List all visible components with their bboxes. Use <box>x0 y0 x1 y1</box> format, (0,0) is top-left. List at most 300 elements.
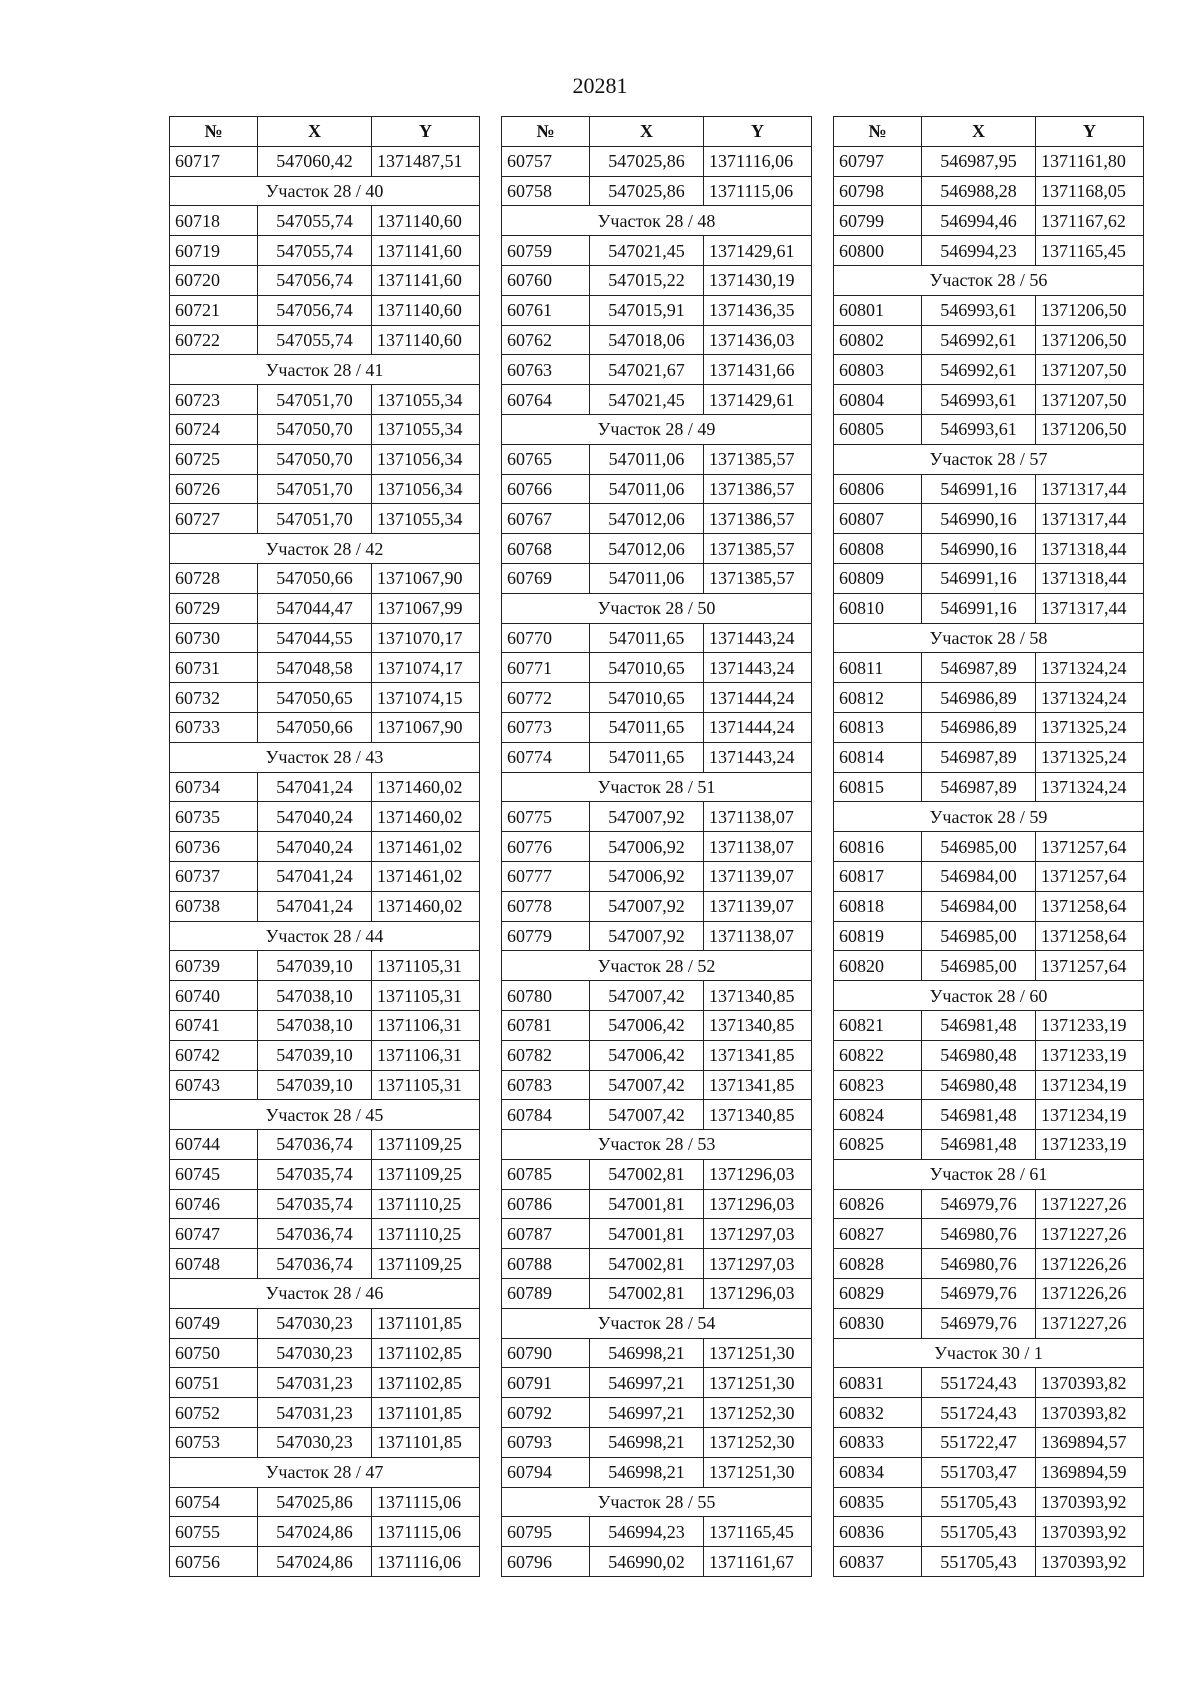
table-row <box>834 534 1144 564</box>
section-row <box>502 1130 812 1160</box>
y-coordinate: 1369894,59 <box>1036 1457 1144 1487</box>
x-coordinate: 547056,74 <box>258 295 372 325</box>
x-coordinate: 547012,06 <box>590 534 704 564</box>
header-number: № <box>502 117 590 147</box>
point-number: 60774 <box>502 742 590 772</box>
section-row <box>170 1457 480 1487</box>
y-coordinate: 1371140,60 <box>372 325 480 355</box>
y-coordinate: 1371067,90 <box>372 712 480 742</box>
x-coordinate: 546979,76 <box>922 1279 1036 1309</box>
x-coordinate: 546994,23 <box>922 236 1036 266</box>
x-coordinate: 547007,92 <box>590 802 704 832</box>
point-number: 60773 <box>502 712 590 742</box>
x-coordinate: 546984,00 <box>922 861 1036 891</box>
y-coordinate: 1371430,19 <box>704 265 812 295</box>
x-coordinate: 547021,45 <box>590 385 704 415</box>
section-row <box>834 981 1144 1011</box>
point-number: 60832 <box>834 1398 922 1428</box>
section-label: Участок 28 / 40 <box>170 176 480 206</box>
y-coordinate: 1371206,50 <box>1036 325 1144 355</box>
x-coordinate: 547007,42 <box>590 1070 704 1100</box>
y-coordinate: 1370393,92 <box>1036 1547 1144 1577</box>
y-coordinate: 1371444,24 <box>704 712 812 742</box>
x-coordinate: 547006,92 <box>590 861 704 891</box>
section-label: Участок 28 / 48 <box>502 206 812 236</box>
x-coordinate: 547036,74 <box>258 1219 372 1249</box>
x-coordinate: 547006,92 <box>590 832 704 862</box>
y-coordinate: 1371165,45 <box>1036 236 1144 266</box>
y-coordinate: 1371341,85 <box>704 1070 812 1100</box>
point-number: 60817 <box>834 861 922 891</box>
table-row <box>502 325 812 355</box>
table-row <box>834 504 1144 534</box>
x-coordinate: 551724,43 <box>922 1368 1036 1398</box>
section-label: Участок 28 / 41 <box>170 355 480 385</box>
point-number: 60731 <box>170 653 258 683</box>
table-row <box>170 981 480 1011</box>
y-coordinate: 1371141,60 <box>372 236 480 266</box>
table-row <box>170 414 480 444</box>
x-coordinate: 547041,24 <box>258 772 372 802</box>
table-row <box>170 1189 480 1219</box>
point-number: 60742 <box>170 1040 258 1070</box>
x-coordinate: 547038,10 <box>258 981 372 1011</box>
y-coordinate: 1371115,06 <box>372 1517 480 1547</box>
y-coordinate: 1371460,02 <box>372 772 480 802</box>
point-number: 60724 <box>170 414 258 444</box>
x-coordinate: 551724,43 <box>922 1398 1036 1428</box>
x-coordinate: 547021,45 <box>590 236 704 266</box>
point-number: 60808 <box>834 534 922 564</box>
table-row <box>170 385 480 415</box>
point-number: 60752 <box>170 1398 258 1428</box>
x-coordinate: 547007,92 <box>590 921 704 951</box>
x-coordinate: 546998,21 <box>590 1338 704 1368</box>
y-coordinate: 1371257,64 <box>1036 951 1144 981</box>
x-coordinate: 547036,74 <box>258 1249 372 1279</box>
x-coordinate: 547051,70 <box>258 385 372 415</box>
point-number: 60813 <box>834 712 922 742</box>
y-coordinate: 1371325,24 <box>1036 742 1144 772</box>
y-coordinate: 1371443,24 <box>704 653 812 683</box>
point-number: 60721 <box>170 295 258 325</box>
y-coordinate: 1371106,31 <box>372 1010 480 1040</box>
y-coordinate: 1371141,60 <box>372 265 480 295</box>
y-coordinate: 1371385,57 <box>704 534 812 564</box>
point-number: 60831 <box>834 1368 922 1398</box>
y-coordinate: 1371227,26 <box>1036 1219 1144 1249</box>
y-coordinate: 1371139,07 <box>704 891 812 921</box>
point-number: 60781 <box>502 1010 590 1040</box>
point-number: 60726 <box>170 474 258 504</box>
point-number: 60765 <box>502 444 590 474</box>
table-row <box>834 295 1144 325</box>
y-coordinate: 1371109,25 <box>372 1130 480 1160</box>
table-row <box>834 772 1144 802</box>
table-row <box>170 623 480 653</box>
y-coordinate: 1371429,61 <box>704 385 812 415</box>
section-row <box>170 921 480 951</box>
x-coordinate: 547039,10 <box>258 951 372 981</box>
table-row <box>834 1189 1144 1219</box>
table-row <box>170 1338 480 1368</box>
table-row <box>502 236 812 266</box>
point-number: 60790 <box>502 1338 590 1368</box>
table-row <box>834 653 1144 683</box>
y-coordinate: 1371258,64 <box>1036 921 1144 951</box>
point-number: 60819 <box>834 921 922 951</box>
table-row <box>502 742 812 772</box>
x-coordinate: 546985,00 <box>922 832 1036 862</box>
x-coordinate: 551705,43 <box>922 1517 1036 1547</box>
y-coordinate: 1371429,61 <box>704 236 812 266</box>
point-number: 60805 <box>834 414 922 444</box>
y-coordinate: 1371317,44 <box>1036 474 1144 504</box>
point-number: 60804 <box>834 385 922 415</box>
table-row <box>834 832 1144 862</box>
y-coordinate: 1371055,34 <box>372 385 480 415</box>
y-coordinate: 1371461,02 <box>372 861 480 891</box>
point-number: 60795 <box>502 1517 590 1547</box>
x-coordinate: 546987,89 <box>922 742 1036 772</box>
x-coordinate: 546997,21 <box>590 1368 704 1398</box>
point-number: 60719 <box>170 236 258 266</box>
x-coordinate: 547007,92 <box>590 891 704 921</box>
point-number: 60729 <box>170 593 258 623</box>
point-number: 60753 <box>170 1428 258 1458</box>
header-y: Y <box>704 117 812 147</box>
x-coordinate: 546991,16 <box>922 563 1036 593</box>
table-row <box>502 1398 812 1428</box>
table-row <box>170 1428 480 1458</box>
point-number: 60827 <box>834 1219 922 1249</box>
table-row <box>170 325 480 355</box>
x-coordinate: 547055,74 <box>258 325 372 355</box>
point-number: 60828 <box>834 1249 922 1279</box>
point-number: 60723 <box>170 385 258 415</box>
x-coordinate: 547010,65 <box>590 683 704 713</box>
table-header-row <box>834 117 1144 147</box>
point-number: 60758 <box>502 176 590 206</box>
point-number: 60792 <box>502 1398 590 1428</box>
x-coordinate: 547050,70 <box>258 444 372 474</box>
x-coordinate: 546985,00 <box>922 951 1036 981</box>
coordinates-table-3 <box>833 116 1144 1577</box>
y-coordinate: 1371165,45 <box>704 1517 812 1547</box>
y-coordinate: 1371139,07 <box>704 861 812 891</box>
y-coordinate: 1371105,31 <box>372 981 480 1011</box>
section-row <box>834 265 1144 295</box>
x-coordinate: 547030,23 <box>258 1428 372 1458</box>
y-coordinate: 1371101,85 <box>372 1308 480 1338</box>
table-row <box>502 1338 812 1368</box>
x-coordinate: 547050,66 <box>258 563 372 593</box>
point-number: 60778 <box>502 891 590 921</box>
header-x: X <box>258 117 372 147</box>
y-coordinate: 1371055,34 <box>372 414 480 444</box>
point-number: 60734 <box>170 772 258 802</box>
x-coordinate: 547011,06 <box>590 563 704 593</box>
x-coordinate: 546981,48 <box>922 1130 1036 1160</box>
section-row <box>170 355 480 385</box>
y-coordinate: 1370393,92 <box>1036 1517 1144 1547</box>
table-row <box>170 1070 480 1100</box>
x-coordinate: 546979,76 <box>922 1189 1036 1219</box>
table-row <box>834 861 1144 891</box>
point-number: 60776 <box>502 832 590 862</box>
point-number: 60835 <box>834 1487 922 1517</box>
point-number: 60799 <box>834 206 922 236</box>
x-coordinate: 547050,70 <box>258 414 372 444</box>
header-number: № <box>170 117 258 147</box>
y-coordinate: 1371436,35 <box>704 295 812 325</box>
table-row <box>170 772 480 802</box>
x-coordinate: 547041,24 <box>258 861 372 891</box>
header-x: X <box>590 117 704 147</box>
point-number: 60754 <box>170 1487 258 1517</box>
y-coordinate: 1371105,31 <box>372 951 480 981</box>
point-number: 60763 <box>502 355 590 385</box>
y-coordinate: 1370393,92 <box>1036 1487 1144 1517</box>
x-coordinate: 546993,61 <box>922 414 1036 444</box>
table-row <box>502 295 812 325</box>
x-coordinate: 547002,81 <box>590 1159 704 1189</box>
table-row <box>170 683 480 713</box>
y-coordinate: 1371161,80 <box>1036 146 1144 176</box>
y-coordinate: 1371461,02 <box>372 832 480 862</box>
table-row <box>502 385 812 415</box>
x-coordinate: 546981,48 <box>922 1010 1036 1040</box>
x-coordinate: 547056,74 <box>258 265 372 295</box>
y-coordinate: 1371297,03 <box>704 1249 812 1279</box>
x-coordinate: 547024,86 <box>258 1547 372 1577</box>
y-coordinate: 1371106,31 <box>372 1040 480 1070</box>
y-coordinate: 1371067,90 <box>372 563 480 593</box>
table-row <box>834 1040 1144 1070</box>
x-coordinate: 546986,89 <box>922 683 1036 713</box>
table-row <box>170 891 480 921</box>
y-coordinate: 1371109,25 <box>372 1249 480 1279</box>
y-coordinate: 1371385,57 <box>704 444 812 474</box>
y-coordinate: 1369894,57 <box>1036 1428 1144 1458</box>
y-coordinate: 1371161,67 <box>704 1547 812 1577</box>
y-coordinate: 1371460,02 <box>372 891 480 921</box>
x-coordinate: 547011,65 <box>590 712 704 742</box>
y-coordinate: 1371233,19 <box>1036 1010 1144 1040</box>
point-number: 60815 <box>834 772 922 802</box>
x-coordinate: 547011,65 <box>590 623 704 653</box>
y-coordinate: 1371226,26 <box>1036 1279 1144 1309</box>
point-number: 60718 <box>170 206 258 236</box>
table-row <box>502 832 812 862</box>
table-row <box>834 236 1144 266</box>
x-coordinate: 547031,23 <box>258 1398 372 1428</box>
point-number: 60809 <box>834 563 922 593</box>
x-coordinate: 547021,67 <box>590 355 704 385</box>
table-row <box>834 1070 1144 1100</box>
x-coordinate: 547055,74 <box>258 206 372 236</box>
point-number: 60796 <box>502 1547 590 1577</box>
section-label: Участок 28 / 56 <box>834 265 1144 295</box>
point-number: 60748 <box>170 1249 258 1279</box>
y-coordinate: 1371296,03 <box>704 1279 812 1309</box>
table-row <box>502 1040 812 1070</box>
x-coordinate: 546998,21 <box>590 1428 704 1458</box>
table-row <box>170 206 480 236</box>
point-number: 60801 <box>834 295 922 325</box>
x-coordinate: 547051,70 <box>258 504 372 534</box>
y-coordinate: 1371317,44 <box>1036 504 1144 534</box>
section-label: Участок 28 / 59 <box>834 802 1144 832</box>
point-number: 60762 <box>502 325 590 355</box>
y-coordinate: 1371226,26 <box>1036 1249 1144 1279</box>
y-coordinate: 1371138,07 <box>704 921 812 951</box>
point-number: 60800 <box>834 236 922 266</box>
x-coordinate: 547030,23 <box>258 1308 372 1338</box>
y-coordinate: 1371444,24 <box>704 683 812 713</box>
x-coordinate: 547001,81 <box>590 1219 704 1249</box>
x-coordinate: 547041,24 <box>258 891 372 921</box>
table-row <box>170 444 480 474</box>
point-number: 60791 <box>502 1368 590 1398</box>
point-number: 60786 <box>502 1189 590 1219</box>
table-row <box>502 1070 812 1100</box>
table-row <box>502 504 812 534</box>
point-number: 60824 <box>834 1100 922 1130</box>
point-number: 60812 <box>834 683 922 713</box>
y-coordinate: 1371443,24 <box>704 742 812 772</box>
table-row <box>834 1279 1144 1309</box>
point-number: 60761 <box>502 295 590 325</box>
section-label: Участок 28 / 43 <box>170 742 480 772</box>
table-row <box>502 1279 812 1309</box>
table-row <box>834 1517 1144 1547</box>
y-coordinate: 1371251,30 <box>704 1368 812 1398</box>
table-row <box>834 1368 1144 1398</box>
section-label: Участок 28 / 52 <box>502 951 812 981</box>
y-coordinate: 1371115,06 <box>704 176 812 206</box>
point-number: 60793 <box>502 1428 590 1458</box>
x-coordinate: 547036,74 <box>258 1130 372 1160</box>
section-label: Участок 28 / 61 <box>834 1159 1144 1189</box>
table-row <box>834 742 1144 772</box>
point-number: 60745 <box>170 1159 258 1189</box>
y-coordinate: 1371227,26 <box>1036 1189 1144 1219</box>
y-coordinate: 1371206,50 <box>1036 414 1144 444</box>
y-coordinate: 1371436,03 <box>704 325 812 355</box>
section-row <box>502 1308 812 1338</box>
section-row <box>834 802 1144 832</box>
table-row <box>834 1219 1144 1249</box>
table-row <box>834 1249 1144 1279</box>
point-number: 60829 <box>834 1279 922 1309</box>
y-coordinate: 1371102,85 <box>372 1338 480 1368</box>
point-number: 60770 <box>502 623 590 653</box>
x-coordinate: 546979,76 <box>922 1308 1036 1338</box>
table-row <box>170 1368 480 1398</box>
point-number: 60826 <box>834 1189 922 1219</box>
table-row <box>502 802 812 832</box>
y-coordinate: 1371251,30 <box>704 1338 812 1368</box>
table-row <box>170 474 480 504</box>
table-row <box>170 504 480 534</box>
y-coordinate: 1371227,26 <box>1036 1308 1144 1338</box>
y-coordinate: 1371318,44 <box>1036 563 1144 593</box>
y-coordinate: 1371101,85 <box>372 1398 480 1428</box>
y-coordinate: 1371067,99 <box>372 593 480 623</box>
y-coordinate: 1371251,30 <box>704 1457 812 1487</box>
table-row <box>502 1249 812 1279</box>
x-coordinate: 551705,43 <box>922 1487 1036 1517</box>
x-coordinate: 546986,89 <box>922 712 1036 742</box>
point-number: 60744 <box>170 1130 258 1160</box>
x-coordinate: 547050,66 <box>258 712 372 742</box>
y-coordinate: 1371056,34 <box>372 444 480 474</box>
table-header-row <box>502 117 812 147</box>
point-number: 60834 <box>834 1457 922 1487</box>
y-coordinate: 1370393,82 <box>1036 1398 1144 1428</box>
point-number: 60746 <box>170 1189 258 1219</box>
y-coordinate: 1371070,17 <box>372 623 480 653</box>
y-coordinate: 1371233,19 <box>1036 1130 1144 1160</box>
table-row <box>502 1100 812 1130</box>
y-coordinate: 1371297,03 <box>704 1219 812 1249</box>
table-row <box>834 1547 1144 1577</box>
table-row <box>170 951 480 981</box>
point-number: 60743 <box>170 1070 258 1100</box>
point-number: 60789 <box>502 1279 590 1309</box>
point-number: 60820 <box>834 951 922 981</box>
section-row <box>834 1159 1144 1189</box>
table-row <box>834 414 1144 444</box>
point-number: 60788 <box>502 1249 590 1279</box>
table-row <box>502 176 812 206</box>
header-x: X <box>922 117 1036 147</box>
y-coordinate: 1371110,25 <box>372 1219 480 1249</box>
section-label: Участок 28 / 49 <box>502 414 812 444</box>
x-coordinate: 547001,81 <box>590 1189 704 1219</box>
y-coordinate: 1371206,50 <box>1036 295 1144 325</box>
table-row <box>170 861 480 891</box>
x-coordinate: 546990,16 <box>922 504 1036 534</box>
section-label: Участок 28 / 57 <box>834 444 1144 474</box>
x-coordinate: 546981,48 <box>922 1100 1036 1130</box>
y-coordinate: 1371340,85 <box>704 1100 812 1130</box>
y-coordinate: 1371234,19 <box>1036 1070 1144 1100</box>
x-coordinate: 551722,47 <box>922 1428 1036 1458</box>
point-number: 60736 <box>170 832 258 862</box>
table-row <box>834 1130 1144 1160</box>
x-coordinate: 551703,47 <box>922 1457 1036 1487</box>
x-coordinate: 547025,86 <box>590 146 704 176</box>
table-row <box>834 683 1144 713</box>
section-row <box>502 593 812 623</box>
section-row <box>502 772 812 802</box>
y-coordinate: 1371252,30 <box>704 1398 812 1428</box>
y-coordinate: 1371296,03 <box>704 1159 812 1189</box>
point-number: 60759 <box>502 236 590 266</box>
table-row <box>502 1428 812 1458</box>
x-coordinate: 546987,95 <box>922 146 1036 176</box>
table-row <box>502 1517 812 1547</box>
point-number: 60757 <box>502 146 590 176</box>
x-coordinate: 546992,61 <box>922 325 1036 355</box>
point-number: 60722 <box>170 325 258 355</box>
x-coordinate: 546992,61 <box>922 355 1036 385</box>
table-row <box>834 1428 1144 1458</box>
x-coordinate: 546980,76 <box>922 1219 1036 1249</box>
section-row <box>170 1279 480 1309</box>
